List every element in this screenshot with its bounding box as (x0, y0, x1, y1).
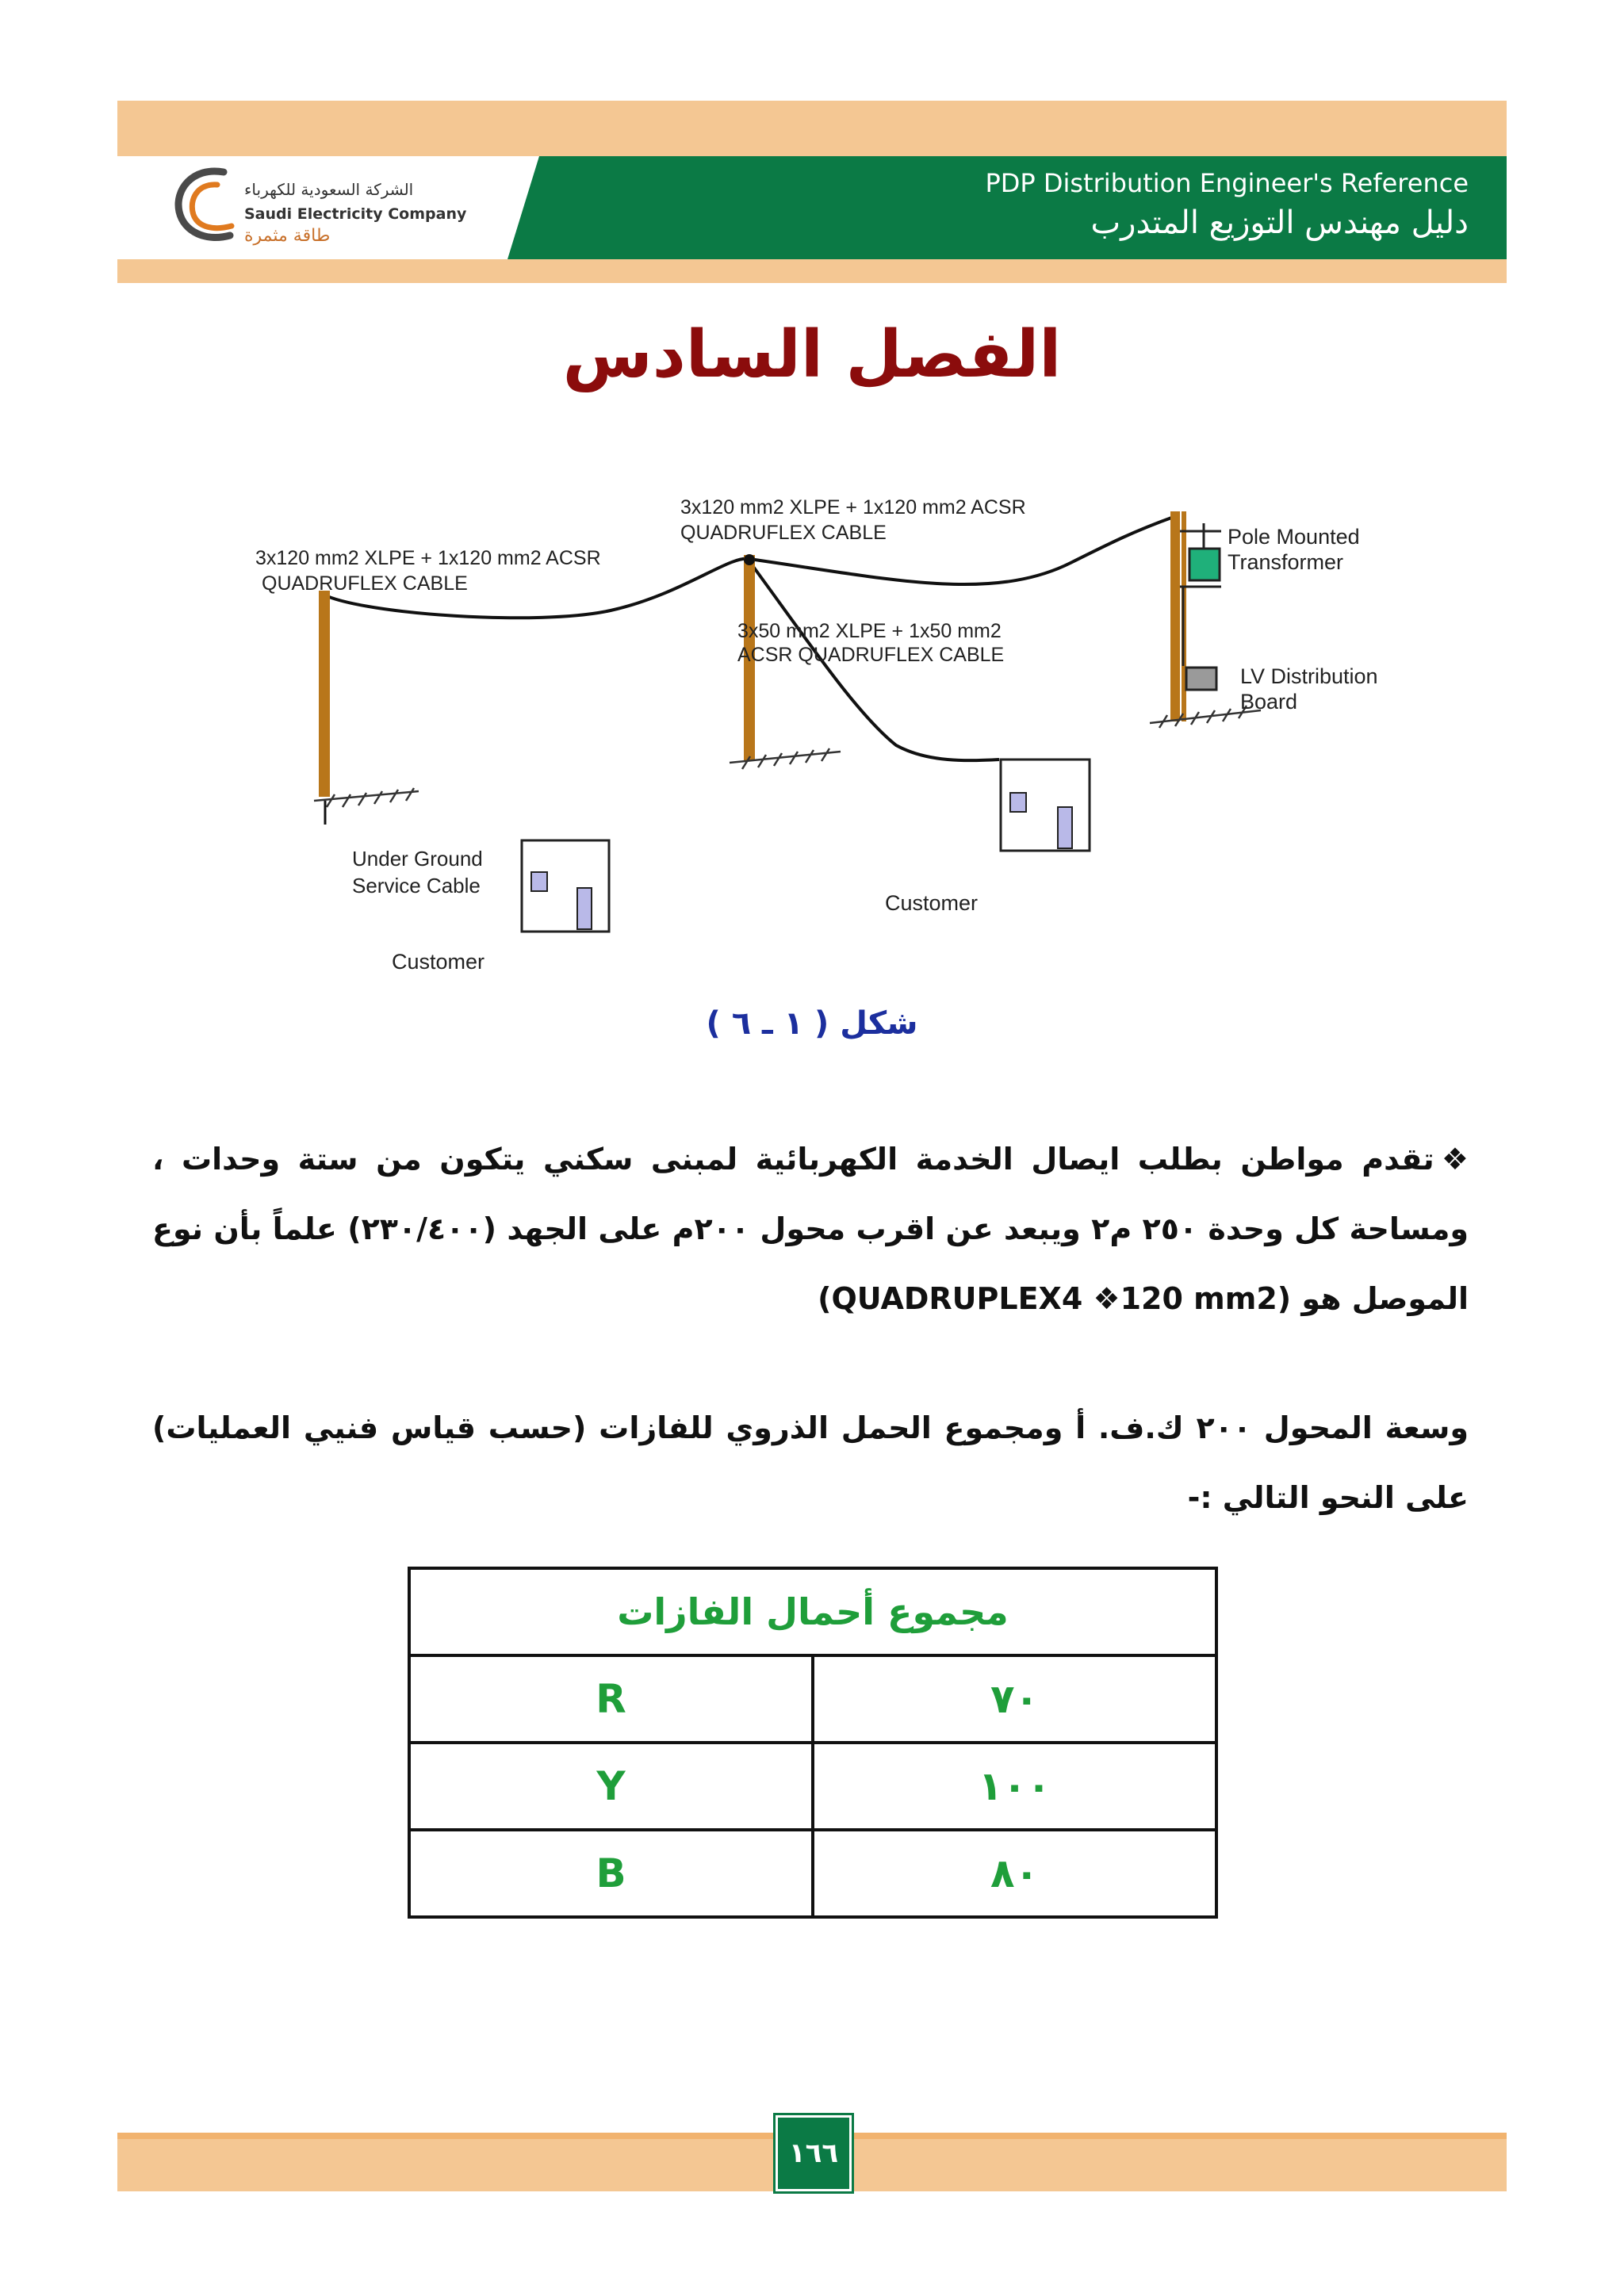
window-right (1010, 793, 1026, 812)
cell-value: ٨٠ (813, 1830, 1216, 1917)
cell-phase: Y (409, 1743, 813, 1830)
pole-right (1170, 511, 1180, 721)
figure-caption: شكل ( ١ ـ ٦ ) (706, 1005, 918, 1042)
page-number: ١٦٦ (776, 2115, 852, 2191)
pole-middle-insulator (744, 554, 755, 565)
label-underground-2: Service Cable (352, 874, 481, 897)
label-underground-1: Under Ground (352, 847, 483, 871)
paragraph-transformer: وسعة المحول ٢٠٠ ك.ف. أ ومجموع الحمل الذروي للفازات (حسب قياس فنيي العمليات) على النحو التالي :- (152, 1410, 1469, 1515)
table-row (409, 1655, 1216, 1743)
cell-value: ٧٠ (813, 1655, 1216, 1743)
cell-value: ١٠٠ (813, 1743, 1216, 1830)
logo-tagline: طاقة مثمرة (244, 226, 331, 246)
sec-logo-icon (168, 163, 239, 254)
label-top-cable-1: 3x120 mm2 XLPE + 1x120 mm2 ACSR (680, 496, 1026, 519)
header-title-en: PDP Distribution Engineer's Reference (985, 168, 1469, 198)
door-right (1058, 807, 1072, 848)
label-lv-board-2: Board (1240, 690, 1298, 714)
label-transformer-1: Pole Mounted (1228, 525, 1360, 549)
cell-phase: B (409, 1830, 813, 1917)
header-title-ar: دليل مهندس التوزيع المتدرب (1090, 205, 1469, 241)
paragraph-request: ❖تقدم مواطن بطلب ايصال الخدمة الكهربائية لمبنى سكني يتكون من ستة وحدات ، ومساحة كل وحدة ٢٥٠ م٢ ويبعد عن اقرب محول ٢٠٠م على الجهد (٢٣٠/٤٠٠) علماً بأن نوع الموصل هو (QUADRUPLEX4 ❖120 mm2) (152, 1142, 1469, 1316)
pole-left (319, 591, 330, 797)
transformer-icon (1189, 549, 1220, 580)
lv-board-icon (1186, 668, 1216, 690)
table-row (409, 1743, 1216, 1830)
logo-name-ar: الشركة السعودية للكهرباء (244, 180, 414, 199)
phase-loads-table (408, 1567, 1218, 1919)
header-bottom-band (117, 259, 1507, 283)
label-left-cable-1: 3x120 mm2 XLPE + 1x120 mm2 ACSR (255, 547, 601, 569)
label-lv-board-1: LV Distribution (1240, 664, 1378, 688)
label-customer-left: Customer (392, 950, 485, 974)
table-row (409, 1830, 1216, 1917)
chapter-title: الفصل السادس (562, 317, 1062, 392)
label-top-cable-2: QUADRUFLEX CABLE (680, 522, 887, 544)
logo-name-en: Saudi Electricity Company (244, 205, 467, 223)
cell-phase: R (409, 1655, 813, 1743)
label-service-cable-2: ACSR QUADRUFLEX CABLE (737, 644, 1005, 666)
label-customer-right: Customer (885, 891, 979, 915)
header-top-band (117, 101, 1507, 156)
table-header-row (409, 1568, 1216, 1655)
label-left-cable-2: QUADRUFLEX CABLE (262, 572, 468, 595)
table-header: مجموع أحمال الفازات (409, 1568, 1216, 1655)
sec-logo (168, 163, 501, 254)
label-transformer-2: Transformer (1228, 550, 1344, 574)
door-left (577, 888, 592, 929)
distribution-diagram (238, 476, 1427, 999)
window-left (531, 872, 547, 891)
label-service-cable-1: 3x50 mm2 XLPE + 1x50 mm2 (737, 620, 1002, 642)
